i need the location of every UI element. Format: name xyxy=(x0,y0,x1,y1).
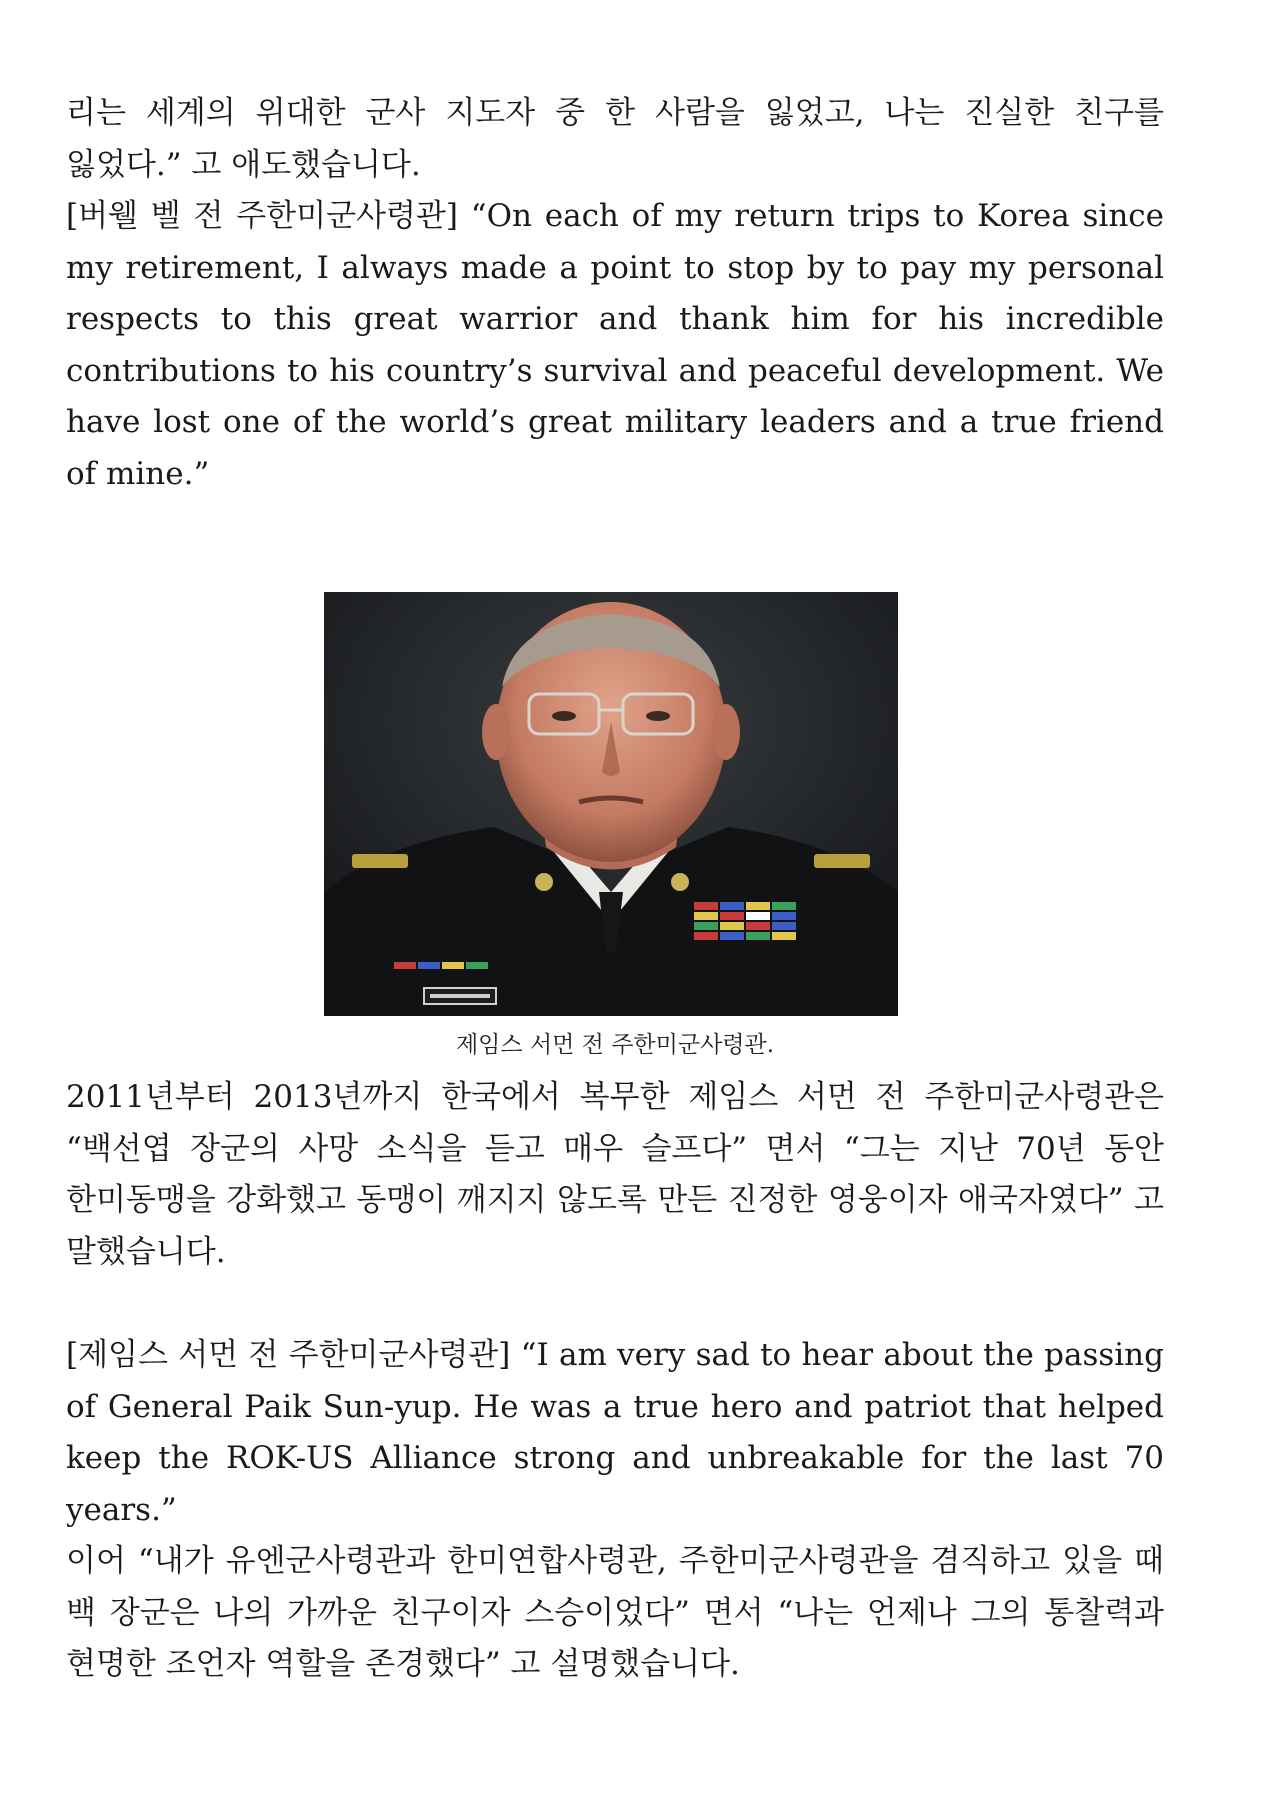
paragraph-bell-quote: [버웰 벨 전 주한미군사령관] “On each of my return trips to Korea since my retirement, I always made a point to stop by to pay my personal respects to this great warrior and thank him for his incredible contributions to his country’s survival and peaceful development. We have lost one of the world’s great military leaders and a true friend of mine.” xyxy=(66,198,1164,492)
paragraph-thurman-continued: 이어 “내가 유엔군사령관과 한미연합사령관, 주한미군사령관을 겸직하고 있을 때 백 장군은 나의 가까운 친구이자 스승이었다” 면서 “나는 언제나 그의 통찰력과 현명한 조언자 역할을 존경했다” 고 설명했습니다. xyxy=(66,1543,1164,1682)
document-page xyxy=(66,88,1164,1691)
spacer xyxy=(66,1278,1164,1330)
paragraph-thurman-quote: [제임스 서먼 전 주한미군사령관] “I am very sad to hear about the passing of General Paik Sun-yup. He was a true hero and patriot that helped keep the ROK-US Alliance strong and unbreakable for the last 70 years.” xyxy=(66,1337,1164,1528)
photo-caption: 제임스 서먼 전 주한미군사령관. xyxy=(455,1032,775,1058)
figure xyxy=(66,592,1164,1060)
paragraph-thurman-summary: 2011년부터 2013년까지 한국에서 복무한 제임스 서먼 전 주한미군사령관은 “백선엽 장군의 사망 소식을 듣고 매우 슬프다” 면서 “그는 지난 70년 동안 한미동맹을 강화했고 동맹이 깨지지 않도록 만든 진정한 영웅이자 애국자였다” 고 말했습니다. xyxy=(66,1079,1164,1270)
portrait-illustration xyxy=(324,592,898,1016)
paragraph-tribute-end: 리는 세계의 위대한 군사 지도자 중 한 사람을 잃었고, 나는 진실한 친구를 잃었다.” 고 애도했습니다. xyxy=(66,95,1164,183)
spacer xyxy=(66,500,1164,592)
portrait-photo xyxy=(324,592,898,1016)
